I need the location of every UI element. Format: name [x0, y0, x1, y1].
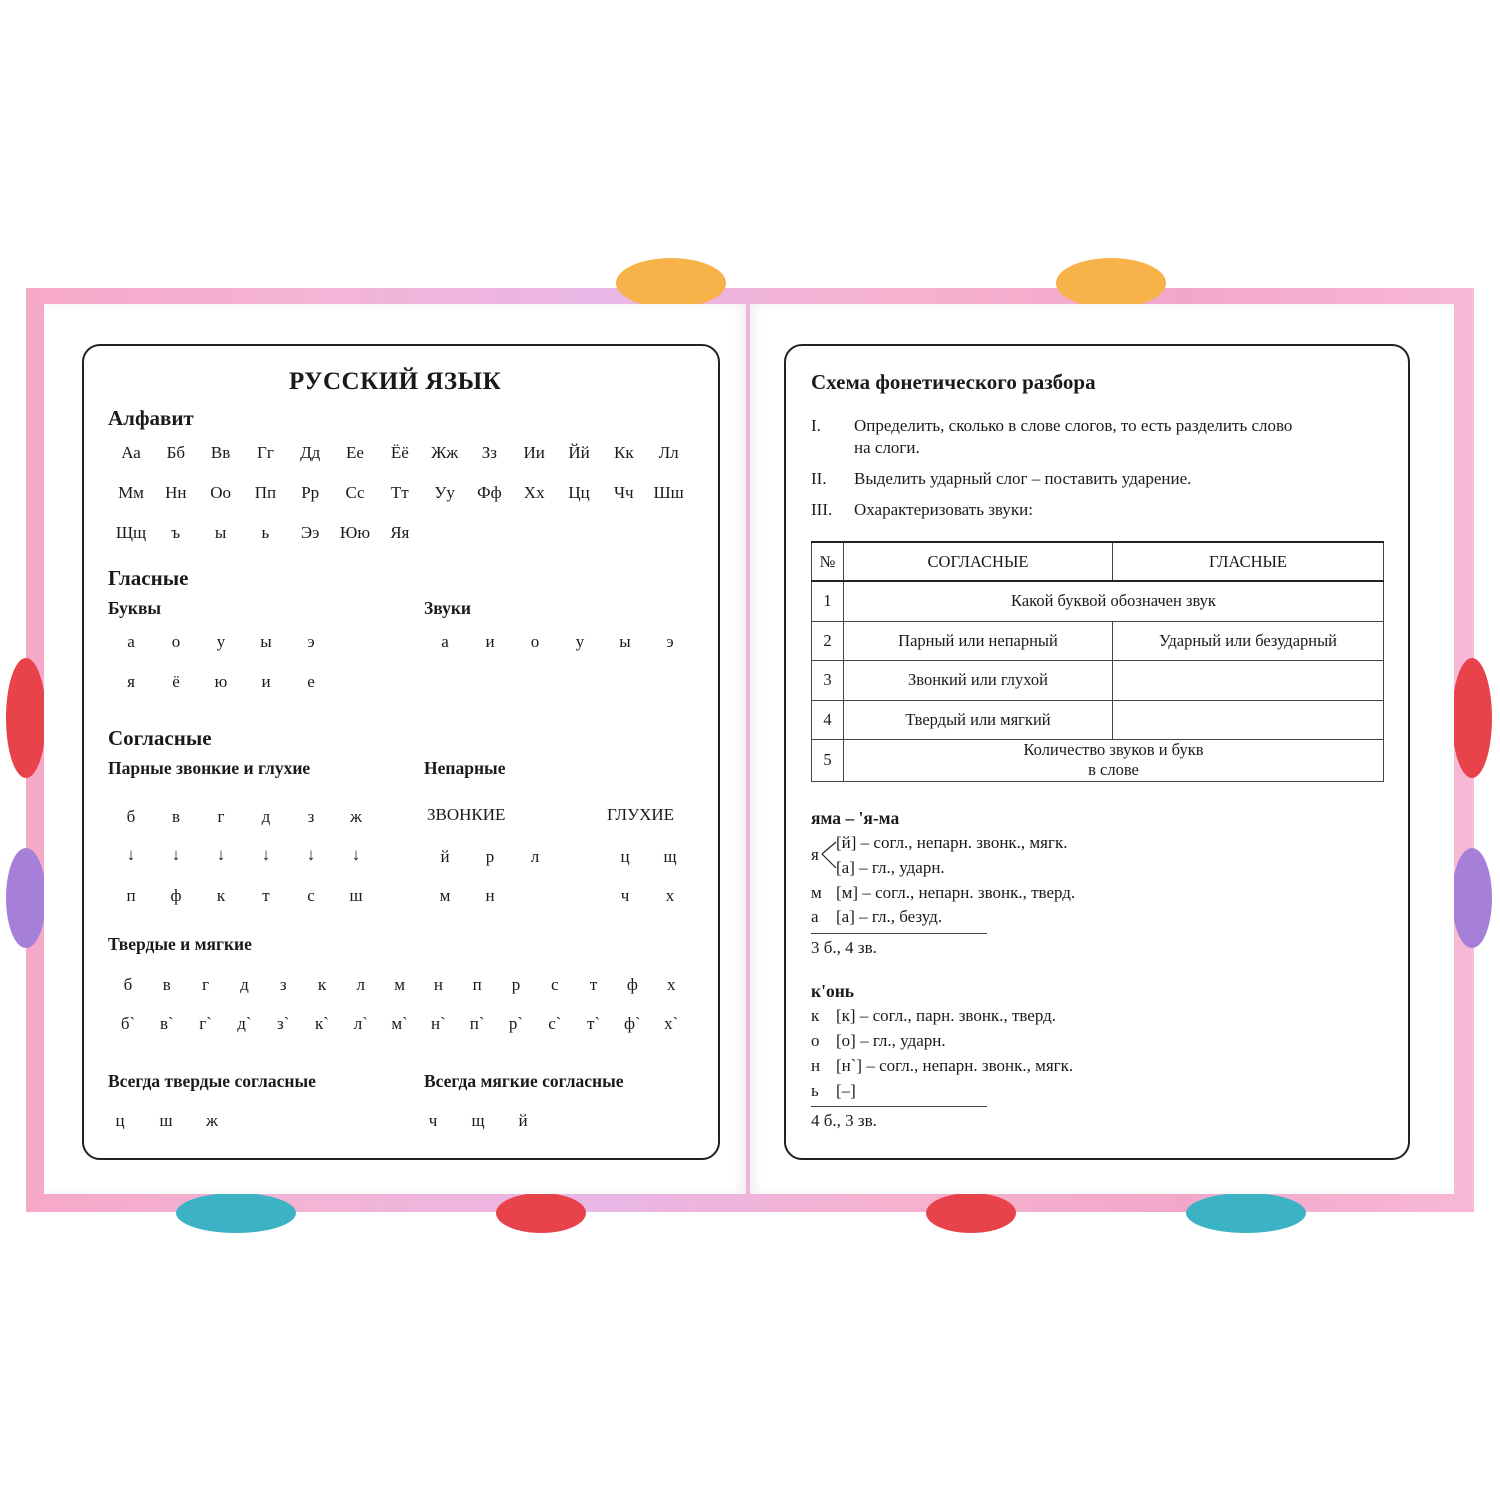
consonants-heading: Согласные: [108, 726, 212, 750]
voiceless-consonant: т: [262, 886, 270, 905]
scheme-title: Схема фонетического разбора: [811, 370, 1096, 394]
soft-consonant: х`: [664, 1014, 679, 1033]
row-number: 2: [812, 621, 844, 660]
alphabet-letter: Бб: [166, 443, 185, 462]
example-line: [н`] – согл., непарн. звонк., мягк.: [836, 1056, 1074, 1075]
step-number: II.: [811, 469, 827, 488]
cover-decoration: [1452, 658, 1492, 778]
alphabet-letter: Чч: [613, 483, 634, 502]
vowel-letter: ю: [214, 672, 228, 691]
example-word: к'онь: [811, 981, 855, 1001]
alphabet-letter: Цц: [568, 483, 590, 502]
alphabet-letter: Яя: [390, 523, 410, 542]
soft-consonant: д`: [237, 1014, 252, 1033]
example-letter: к: [811, 1006, 820, 1025]
soft-consonant: б`: [120, 1014, 136, 1033]
cover-decoration: [926, 1193, 1016, 1233]
table-row: [812, 700, 1384, 739]
alphabet-letter: Дд: [300, 443, 321, 462]
unpaired-voiceless-consonant: х: [665, 886, 675, 905]
cover-decoration: [176, 1193, 296, 1233]
alphabet-letter: Фф: [477, 483, 502, 502]
alphabet-letter: ъ: [171, 523, 181, 542]
row-number: 4: [812, 700, 844, 739]
paired-consonants-label: Парные звонкие и глухие: [108, 758, 311, 778]
vowel-letter: а: [127, 632, 135, 651]
vowel-sound: у: [575, 632, 585, 651]
vowel-sound: ы: [619, 632, 631, 651]
voiced-label: ЗВОНКИЕ: [427, 805, 506, 824]
alphabet-heading: Алфавит: [108, 406, 194, 430]
vowel-cell: Ударный или безударный: [1113, 621, 1384, 660]
alphabet-letter: Гг: [256, 443, 274, 462]
vowel-sound: и: [485, 632, 495, 651]
cover-decoration: [1056, 258, 1166, 308]
voiceless-consonant: ф: [170, 886, 182, 905]
voiceless-label: ГЛУХИЕ: [607, 805, 675, 824]
vowel-sounds-label: Звуки: [424, 598, 472, 618]
soft-consonant: г`: [199, 1014, 212, 1033]
step-text: Определить, сколько в слове слогов, то есть разделить слово: [854, 416, 1293, 435]
alphabet-letter: Хх: [523, 483, 545, 502]
voiced-consonant: г: [217, 807, 225, 826]
example-letter: м: [811, 883, 822, 902]
soft-consonant: р`: [508, 1014, 524, 1033]
example-letter: н: [811, 1056, 821, 1075]
step-text: Выделить ударный слог – поставить ударение.: [854, 469, 1192, 488]
voiced-consonant: д: [261, 807, 271, 826]
alphabet-letter: ь: [261, 523, 270, 542]
vowel-letter: у: [216, 632, 226, 651]
soft-consonant: к`: [315, 1014, 329, 1033]
vowel-letter: ё: [172, 672, 180, 691]
vowels-heading: Гласные: [108, 566, 189, 590]
unpaired-voiced-consonant: м: [439, 886, 451, 905]
alphabet-letter: Шш: [653, 483, 684, 502]
unpaired-voiced-consonant: р: [485, 847, 495, 866]
unpaired-voiced-consonant: н: [485, 886, 495, 905]
cover-decoration: [6, 848, 46, 948]
alphabet-letter: Ёё: [390, 443, 409, 462]
voiceless-consonant: с: [307, 886, 315, 905]
down-arrow-icon: ↓: [126, 845, 136, 864]
alphabet-letter: Жж: [431, 443, 459, 462]
vowel-cell: [1113, 660, 1384, 700]
row-number: 1: [812, 581, 844, 621]
table-row: [812, 739, 1384, 781]
table-header-vowels: ГЛАСНЫЕ: [1113, 542, 1384, 581]
soft-consonant: т`: [587, 1014, 601, 1033]
hard-consonant: к: [317, 975, 327, 994]
example-letter: о: [811, 1031, 820, 1050]
always-hard-letter: ш: [159, 1111, 173, 1130]
vowel-letter: э: [307, 632, 315, 651]
cover-decoration: [1452, 848, 1492, 948]
unpaired-voiced-consonant: л: [530, 847, 540, 866]
voiceless-consonant: ш: [349, 886, 363, 905]
hard-consonant: с: [551, 975, 559, 994]
always-soft-letter: щ: [471, 1111, 485, 1130]
down-arrow-icon: ↓: [216, 845, 226, 864]
always-hard-letter: ж: [206, 1111, 218, 1130]
cover-decoration: [616, 258, 726, 308]
always-hard-label: Всегда твердые согласные: [108, 1071, 316, 1091]
soft-consonant: л`: [353, 1014, 368, 1033]
hard-consonant: б: [123, 975, 133, 994]
sound-characteristics-table: [811, 541, 1384, 782]
example-summary: 4 б., 3 зв.: [811, 1111, 877, 1130]
alphabet-letter: Мм: [118, 483, 144, 502]
step-number: III.: [811, 500, 833, 519]
soft-consonant: н`: [431, 1014, 446, 1033]
soft-consonant: в`: [159, 1014, 174, 1033]
row-number: 5: [812, 739, 844, 781]
consonant-cell: Звонкий или глухой: [844, 660, 1113, 700]
table-header-number: №: [812, 542, 844, 581]
voiceless-consonant: п: [126, 886, 136, 905]
always-soft-letter: ч: [428, 1111, 438, 1130]
alphabet-letter: Тт: [390, 483, 409, 502]
down-arrow-icon: ↓: [261, 845, 271, 864]
cover-decoration: [1186, 1193, 1306, 1233]
example-line: [й] – согл., непарн. звонк., мягк.: [836, 833, 1068, 852]
row-merged-cell: Какой буквой обозначен звук: [844, 581, 1384, 621]
hard-consonant: г: [202, 975, 210, 994]
example-line: [а] – гл., безуд.: [836, 907, 943, 926]
vowel-letter: я: [127, 672, 135, 691]
down-arrow-icon: ↓: [351, 845, 361, 864]
example-letter: ь: [811, 1081, 819, 1100]
hard-consonant: х: [666, 975, 676, 994]
alphabet-letter: Ее: [346, 443, 364, 462]
voiced-consonant: з: [307, 807, 315, 826]
vowel-cell: [1113, 700, 1384, 739]
voiced-consonant: б: [126, 807, 136, 826]
vowel-letters-label: Буквы: [108, 598, 162, 618]
alphabet-letter: Лл: [658, 443, 679, 462]
alphabet-letter: Ээ: [300, 523, 320, 542]
table-header-consonants: СОГЛАСНЫЕ: [844, 542, 1113, 581]
soft-consonant: м`: [391, 1014, 408, 1033]
vowel-sound: о: [530, 632, 540, 651]
unpaired-voiced-consonant: й: [440, 847, 450, 866]
soft-consonant: п`: [469, 1014, 485, 1033]
table-row: [812, 660, 1384, 700]
merged-line: в слове: [1088, 760, 1139, 779]
hard-consonant: з: [279, 975, 287, 994]
alphabet-letter: Щщ: [115, 523, 147, 542]
example-line: [а] – гл., ударн.: [836, 858, 945, 877]
alphabet-letter: Кк: [613, 443, 634, 462]
down-arrow-icon: ↓: [306, 845, 316, 864]
example-letter: я: [811, 845, 819, 864]
step-text: Охарактеризовать звуки:: [854, 500, 1033, 519]
row-merged-cell: [844, 739, 1384, 781]
alphabet-letter: Оо: [210, 483, 231, 502]
alphabet-letter: ы: [214, 523, 227, 542]
consonant-cell: Парный или непарный: [844, 621, 1113, 660]
hard-consonant: ф: [626, 975, 638, 994]
table-row: [812, 581, 1384, 621]
hard-consonant: д: [240, 975, 249, 994]
always-soft-letter: й: [518, 1111, 528, 1130]
always-hard-letter: ц: [115, 1111, 125, 1130]
cover-decoration: [496, 1193, 586, 1233]
alphabet-letter: Рр: [301, 483, 320, 502]
unpaired-consonants-label: Непарные: [424, 758, 506, 778]
alphabet-letter: Вв: [210, 443, 231, 462]
alphabet-letter: Уу: [434, 483, 455, 502]
consonant-cell: Твердый или мягкий: [844, 700, 1113, 739]
hard-consonant: т: [589, 975, 598, 994]
vowel-letter: и: [261, 672, 271, 691]
row-number: 3: [812, 660, 844, 700]
alphabet-letter: Сс: [345, 483, 365, 502]
example-line: [о] – гл., ударн.: [836, 1031, 946, 1050]
voiceless-consonant: к: [216, 886, 226, 905]
unpaired-voiceless-consonant: щ: [663, 847, 677, 866]
unpaired-voiceless-consonant: ц: [620, 847, 630, 866]
left-frame: [82, 344, 720, 1160]
soft-consonant: з`: [276, 1014, 290, 1033]
hard-consonant: м: [394, 975, 405, 994]
vowel-letter: о: [171, 632, 181, 651]
unpaired-voiceless-consonant: ч: [620, 886, 630, 905]
example-summary: 3 б., 4 зв.: [811, 938, 877, 957]
example-line: [к] – согл., парн. звонк., тверд.: [836, 1006, 1057, 1025]
example-letter: а: [811, 907, 819, 926]
hard-consonant: р: [511, 975, 521, 994]
always-soft-label: Всегда мягкие согласные: [424, 1071, 624, 1091]
vowel-sound: э: [666, 632, 674, 651]
down-arrow-icon: ↓: [171, 845, 181, 864]
hard-consonant: н: [433, 975, 443, 994]
voiced-consonant: в: [171, 807, 181, 826]
hard-consonant: л: [356, 975, 366, 994]
soft-consonant: с`: [548, 1014, 562, 1033]
vowel-letter: е: [307, 672, 315, 691]
step-text-continued: на слоги.: [854, 438, 920, 457]
vowel-letter: ы: [260, 632, 272, 651]
soft-consonant: ф`: [624, 1014, 641, 1033]
page-title: РУССКИЙ ЯЗЫК: [289, 368, 502, 395]
vowel-sound: а: [441, 632, 449, 651]
step-number: I.: [811, 416, 821, 435]
alphabet-letter: Ии: [523, 443, 545, 462]
example-word: яма – 'я-ма: [811, 808, 900, 828]
hard-soft-label: Твердые и мягкие: [108, 934, 252, 954]
hard-consonant: в: [162, 975, 171, 994]
alphabet-letter: Зз: [481, 443, 497, 462]
voiced-consonant: ж: [350, 807, 362, 826]
summary-divider: [811, 933, 987, 934]
alphabet-letter: Нн: [165, 483, 187, 502]
hard-consonant: п: [472, 975, 482, 994]
cover-decoration: [6, 658, 46, 778]
example-line: [м] – согл., непарн. звонк., тверд.: [836, 883, 1076, 902]
alphabet-letter: Аа: [121, 443, 141, 462]
alphabet-letter: Пп: [254, 483, 277, 502]
example-line: [–]: [836, 1081, 856, 1100]
table-row: [812, 621, 1384, 660]
merged-line: Количество звуков и букв: [1023, 740, 1204, 759]
summary-divider: [811, 1106, 987, 1107]
alphabet-letter: Йй: [568, 443, 590, 462]
alphabet-letter: Юю: [339, 523, 371, 542]
